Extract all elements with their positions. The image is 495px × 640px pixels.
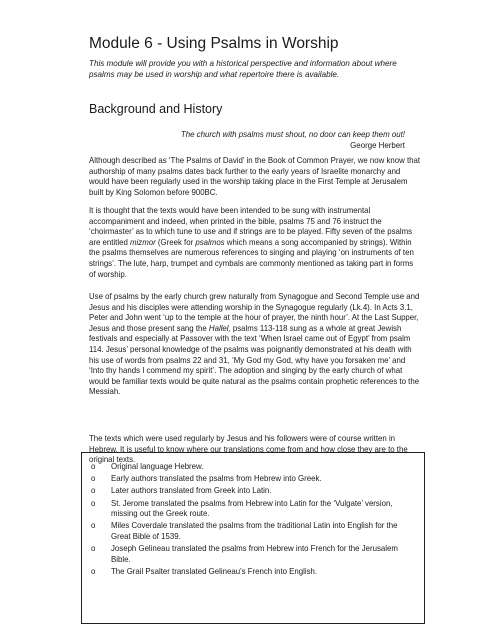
italic-term: Hallel, bbox=[208, 323, 231, 333]
section-heading: Background and History bbox=[89, 102, 223, 116]
quote-text: The church with psalms must shout, no door can keep them out! bbox=[180, 130, 405, 139]
italic-term: psalmos bbox=[195, 237, 225, 247]
paragraph-text: (Greek for bbox=[155, 237, 196, 247]
list-item bbox=[89, 474, 415, 485]
list-item bbox=[89, 544, 415, 565]
list-item-text: St. Jerome translated the psalms from Hebrew into Latin for the ‘Vulgate’ version, missing out the Greek route. bbox=[111, 498, 393, 519]
paragraph-text: The texts which were used regularly by Jesus and his followers were of course written in Hebrew. It is useful to know where our translations come from and how close they are to the original texts. bbox=[89, 434, 408, 465]
list-item bbox=[89, 567, 415, 578]
module-title: Module 6 - Using Psalms in Worship bbox=[89, 35, 339, 52]
paragraph-text: Use of psalms by the early church grew naturally from Synagogue and Second Temple use and Jesus and his disciples were attending worship in the Synagogue regularly (Lk.4). In Acts 3.1, Peter and John went ‘up to the temple at the hour of prayer, the ninth hour’. At the Last Supper, Jesus and those present sang the bbox=[89, 292, 420, 333]
list-item-text: Joseph Gelineau translated the psalms from Hebrew into French for the Jerusalem Bible. bbox=[111, 544, 398, 564]
paragraph-2 bbox=[89, 206, 421, 280]
bullet-icon: o bbox=[91, 498, 96, 508]
list-item bbox=[89, 486, 415, 497]
quote-attribution: George Herbert bbox=[350, 140, 405, 150]
paragraph-text: It is thought that the texts would have been intended to be sung with instrumental accompaniment and indeed, when printed in the bible, psalms 75 and 76 instruct the ‘choirmaster’ as to which tune to use and if strings are to be played. Fifty seven of the psalms are entitled bbox=[89, 206, 413, 247]
list-item bbox=[89, 462, 415, 473]
paragraph-text: which means a song accompanied by strings). Within the psalms themselves are numerous references to singing and playing ‘on instruments of ten strings’. The lute, harp, trumpet and cymbals are commonly mentioned as taking part in forms of worship. bbox=[89, 237, 414, 279]
italic-term: mizmor bbox=[130, 237, 156, 247]
list-item-text: Original language Hebrew. bbox=[111, 462, 204, 471]
bullet-icon: o bbox=[91, 462, 96, 471]
list-item-text: Early authors translated the psalms from Hebrew into Greek. bbox=[111, 474, 322, 484]
bullet-icon: o bbox=[91, 486, 96, 496]
paragraph-text: Although described as ‘The Psalms of David’ in the Book of Common Prayer, we now know that authorship of many psalms dates back further to the early years of Israelite monarchy and would have been regularly used in the worship taking place in the First Temple at Jerusalem built by King Solomon before 900BC. bbox=[89, 156, 421, 197]
list-item-text: The Grail Psalter translated Gelineau’s French into English. bbox=[111, 566, 318, 576]
translation-history-box bbox=[81, 452, 425, 624]
list-item-text: Later authors translated from Greek into Latin. bbox=[111, 486, 272, 496]
list-item-text: Miles Coverdale translated the psalms from the traditional Latin into English for the Great Bible of 1539. bbox=[111, 521, 398, 541]
epigraph-quote bbox=[180, 130, 405, 151]
bullet-icon: o bbox=[91, 544, 96, 554]
list-item bbox=[89, 499, 415, 520]
paragraph-3 bbox=[89, 292, 421, 398]
bullet-icon: o bbox=[91, 521, 96, 531]
list-item bbox=[89, 521, 415, 542]
paragraph-1 bbox=[89, 156, 421, 198]
bullet-icon: o bbox=[91, 474, 96, 484]
module-intro: This module will provide you with a historical perspective and information about where psalms may be used in worship and what repertoire there is available. bbox=[89, 59, 397, 79]
paragraph-text: psalms 113-118 sung as a whole at great Jewish festivals and especially at Passover with the text ‘When Israel came out of Egypt’ from psalm 114. Jesus’ personal knowledge of the psalms was poignantly demonstrated at his death with his use of words from psalms 22 and 31, ‘My God my God, why have you forsaken me’ and ‘Into thy hands I commend my spirit’. The adoption and singing by the early church of what would be familiar texts would be quite natural as the psalms contain prophetic references to the Messiah. bbox=[89, 323, 420, 397]
bullet-icon: o bbox=[91, 566, 96, 576]
translation-list bbox=[89, 462, 415, 579]
